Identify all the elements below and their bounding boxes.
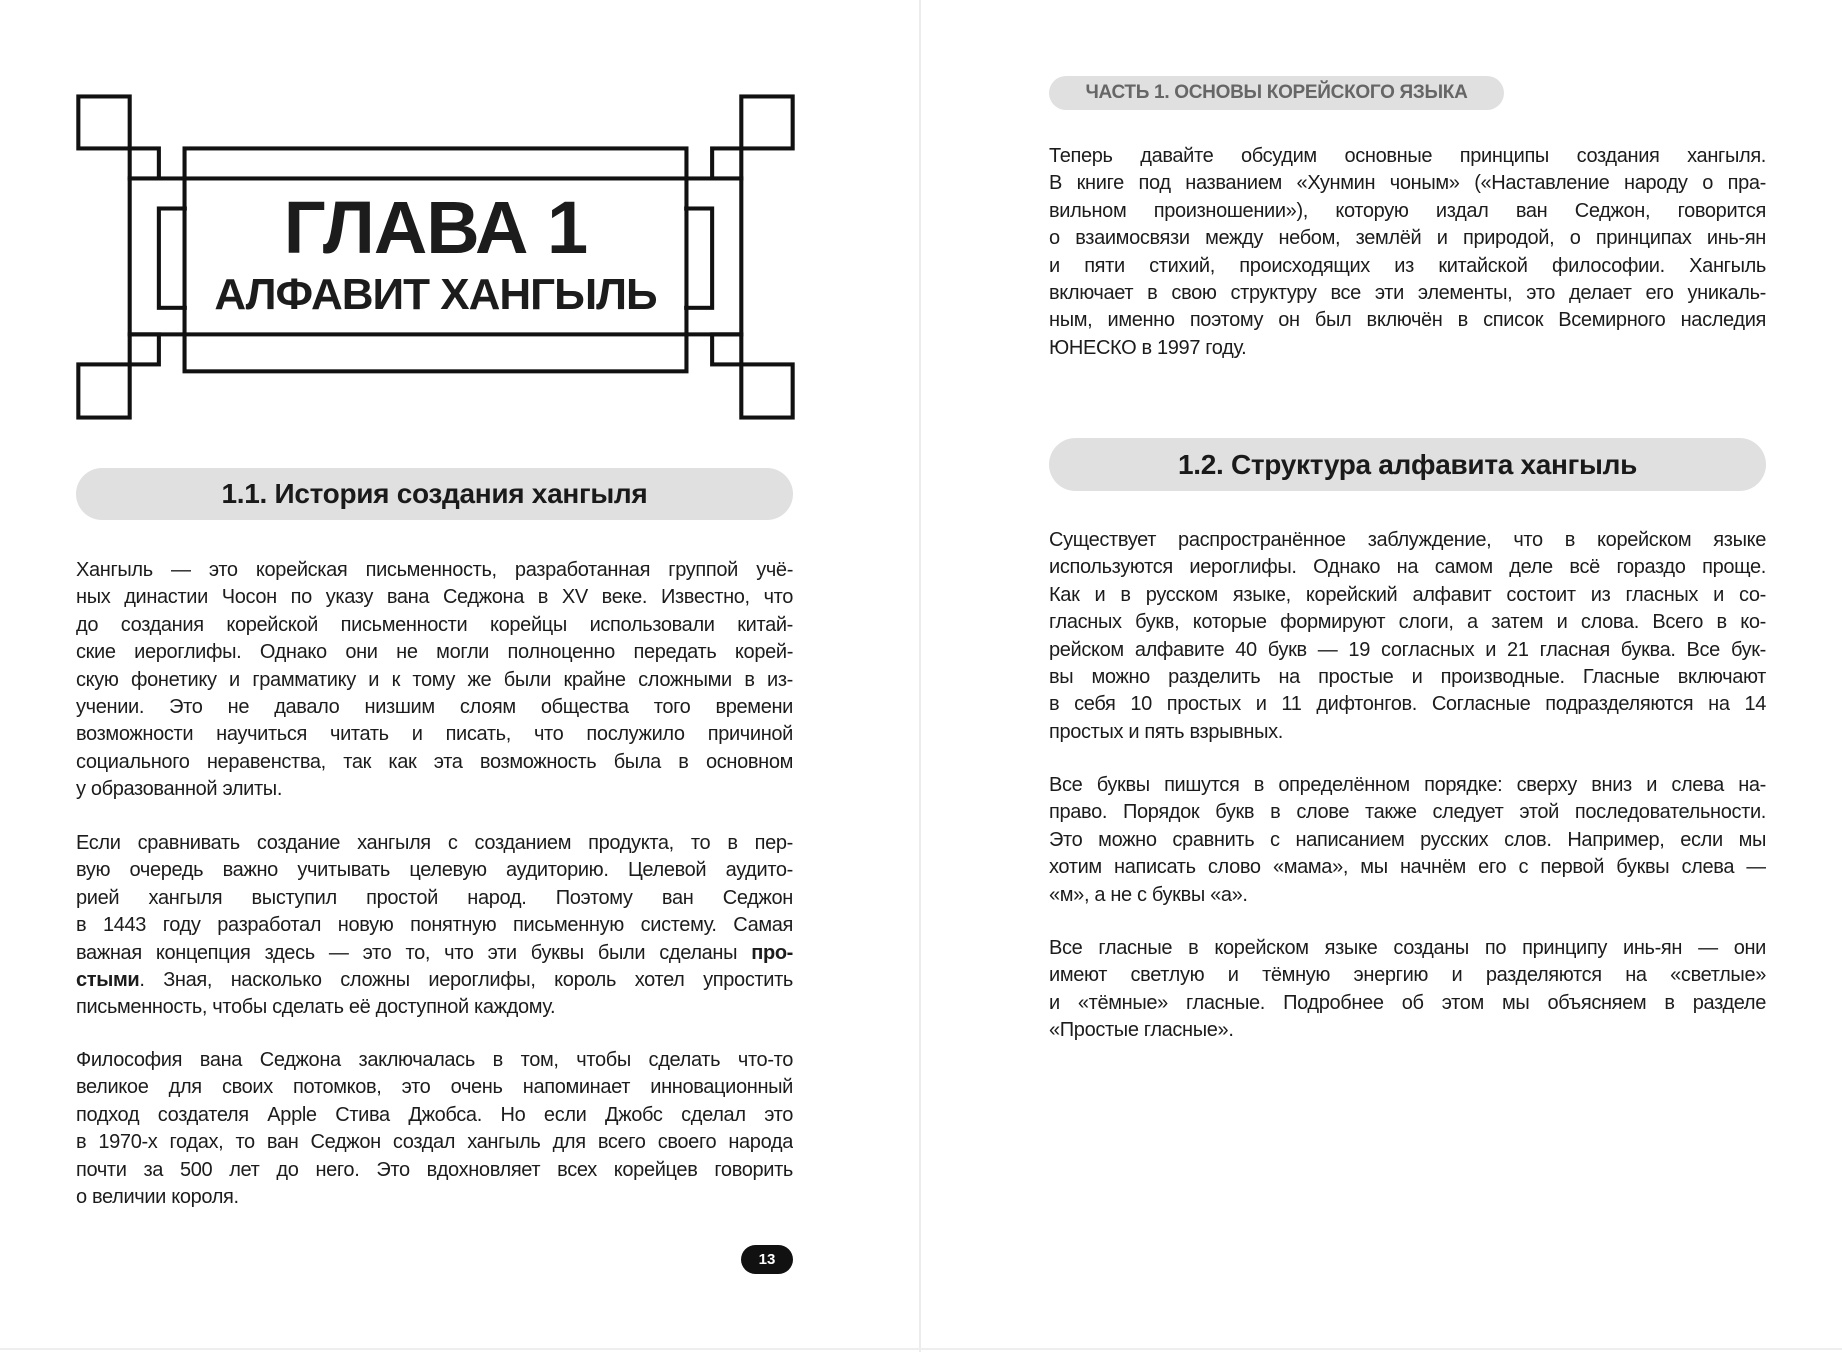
paragraph xyxy=(76,557,793,804)
text-line: вильном произношении»), которую издал ван Седжон, говорится xyxy=(1049,199,1766,222)
text-line: возможности научиться читать и писать, что послужило причиной xyxy=(76,723,793,746)
text-line: у образованной элиты. xyxy=(76,778,283,801)
paragraph xyxy=(76,830,793,1022)
text-line: имеют светлую и тёмную энергию и разделяются на «светлые» xyxy=(1049,964,1766,987)
text-line: рией хангыля выступил простой народ. Поэтому ван Седжон xyxy=(76,886,793,909)
text-line: ЮНЕСКО в 1997 году. xyxy=(1049,336,1247,359)
text-line: ские иероглифы. Однако они не могли полноценно передать корей- xyxy=(76,641,793,664)
chapter-title: АЛФАВИТ ХАНГЫЛЬ xyxy=(214,270,657,319)
text-line: ным, именно поэтому он был включён в список Всемирного наследия xyxy=(1049,309,1766,332)
text-line: скую фонетику и грамматику и к тому же были крайне сложными в из- xyxy=(76,668,793,691)
text-line: гласных букв, которые формируют слоги, а затем и слова. Всего в ко- xyxy=(1049,611,1766,634)
text-line: «Простые гласные». xyxy=(1049,1019,1234,1042)
section-heading-text: 1.1. История создания хангыля xyxy=(221,478,648,509)
text-line: великое для своих потомков, это очень напоминает инновационный xyxy=(76,1076,793,1099)
section-heading-1-1 xyxy=(76,468,793,520)
text-line: Существует распространённое заблуждение, что в корейском языке xyxy=(1049,529,1766,551)
text-line: Хангыль — это корейская письменность, разработанная группой учё- xyxy=(76,559,793,581)
bold-text: про- xyxy=(751,941,793,964)
text-line: используются иероглифы. Однако на самом деле всё гораздо проще. xyxy=(1049,556,1766,579)
text-line: в 1443 году разработал новую понятную письменную систему. Самая xyxy=(76,914,793,937)
text-line: право. Порядок букв в слове также следует этой последовательности. xyxy=(1049,801,1766,824)
section-heading-1-2 xyxy=(1049,438,1766,491)
text-line: почти за 500 лет до него. Это вдохновляет всех корейцев говорить xyxy=(76,1158,793,1181)
section-heading-text: 1.2. Структура алфавита хангыль xyxy=(1177,448,1638,480)
bold-text: стыми xyxy=(76,968,140,991)
text-line: Если сравнивать создание хангыля с созданием продукта, то в пер- xyxy=(76,832,793,854)
paragraph xyxy=(76,1047,793,1211)
text-line: включает в свою структуру все эти элементы, это делает его уникаль- xyxy=(1049,281,1766,304)
text-line: Как и в русском языке, корейский алфавит состоит из гласных и со- xyxy=(1049,583,1766,606)
paragraph xyxy=(1049,772,1766,909)
text-line: простых и пять взрывных. xyxy=(1049,720,1283,743)
text-line: вую очередь важно учитывать целевую аудиторию. Целевой аудито- xyxy=(76,859,793,882)
text-line: о величии короля. xyxy=(76,1185,239,1208)
text-line: подход создателя Apple Стива Джобса. Но если Джобс сделал это xyxy=(76,1103,793,1126)
page-gutter xyxy=(919,0,921,1352)
text-line: хотим написать слово «мама», мы начнём его с первой буквы слева — xyxy=(1049,856,1766,879)
text-line: Философия вана Седжона заключалась в том, чтобы сделать что-то xyxy=(76,1049,793,1071)
text-line: письменность, чтобы сделать её доступной каждому. xyxy=(76,996,556,1019)
text-line xyxy=(76,940,793,967)
text-line: и пяти стихий, происходящих из китайской философии. Хангыль xyxy=(1049,254,1766,277)
page-bottom-edge xyxy=(0,1348,1842,1350)
text-line xyxy=(76,967,793,994)
text-line: до создания корейской письменности корейцы использовали китай- xyxy=(76,613,793,636)
text-line: в 1970-х годах, то ван Седжон создал хангыль для всего своего народа xyxy=(76,1131,793,1154)
text-line: учении. Это не давало низшим слоям общества того времени xyxy=(76,695,793,718)
paragraph xyxy=(1049,143,1766,362)
text-line: в себя 10 простых и 11 дифтонгов. Согласные подразделяются на 14 xyxy=(1049,693,1766,716)
text-fragment: важная концепция здесь — это то, что эти буквы были сделаны xyxy=(76,941,752,964)
part-header xyxy=(1049,76,1504,110)
text-line: Все буквы пишутся в определённом порядке: сверху вниз и слева на- xyxy=(1049,774,1766,796)
text-line: Теперь давайте обсудим основные принципы создания хангыля. xyxy=(1049,145,1766,167)
chapter-number: ГЛАВА 1 xyxy=(283,186,588,269)
text-line: ных династии Чосон по указу вана Седжона в XV веке. Известно, что xyxy=(76,586,793,609)
paragraph xyxy=(1049,527,1766,746)
page-number: 13 xyxy=(758,1251,776,1268)
text-line: социального неравенства, так как эта возможность была в основном xyxy=(76,750,793,773)
text-line: и «тёмные» гласные. Подробнее об этом мы объясняем в разделе xyxy=(1049,991,1766,1014)
text-line: В книге под названием «Хунмин чоным» («Наставление народу о пра- xyxy=(1049,172,1766,195)
paragraph xyxy=(1049,935,1766,1045)
text-line: Все гласные в корейском языке созданы по принципу инь-ян — они xyxy=(1049,937,1766,959)
page-number-badge xyxy=(741,1245,793,1274)
text-line: Это можно сравнить с написанием русских слов. Например, если мы xyxy=(1049,828,1766,851)
text-line: о взаимосвязи между небом, землёй и природой, о принципах инь-ян xyxy=(1049,227,1766,250)
text-line: рейском алфавите 40 букв — 19 согласных и 21 гласная буква. Все бук- xyxy=(1049,638,1766,661)
text-line: вы можно разделить на простые и производные. Гласные включают xyxy=(1049,665,1766,688)
text-line: «м», а не с буквы «а». xyxy=(1049,883,1248,906)
text-fragment: . Зная, насколько сложны иероглифы, король хотел упростить xyxy=(139,968,793,991)
part-header-text: ЧАСТЬ 1. ОСНОВЫ КОРЕЙСКОГО ЯЗЫКА xyxy=(1085,82,1468,103)
